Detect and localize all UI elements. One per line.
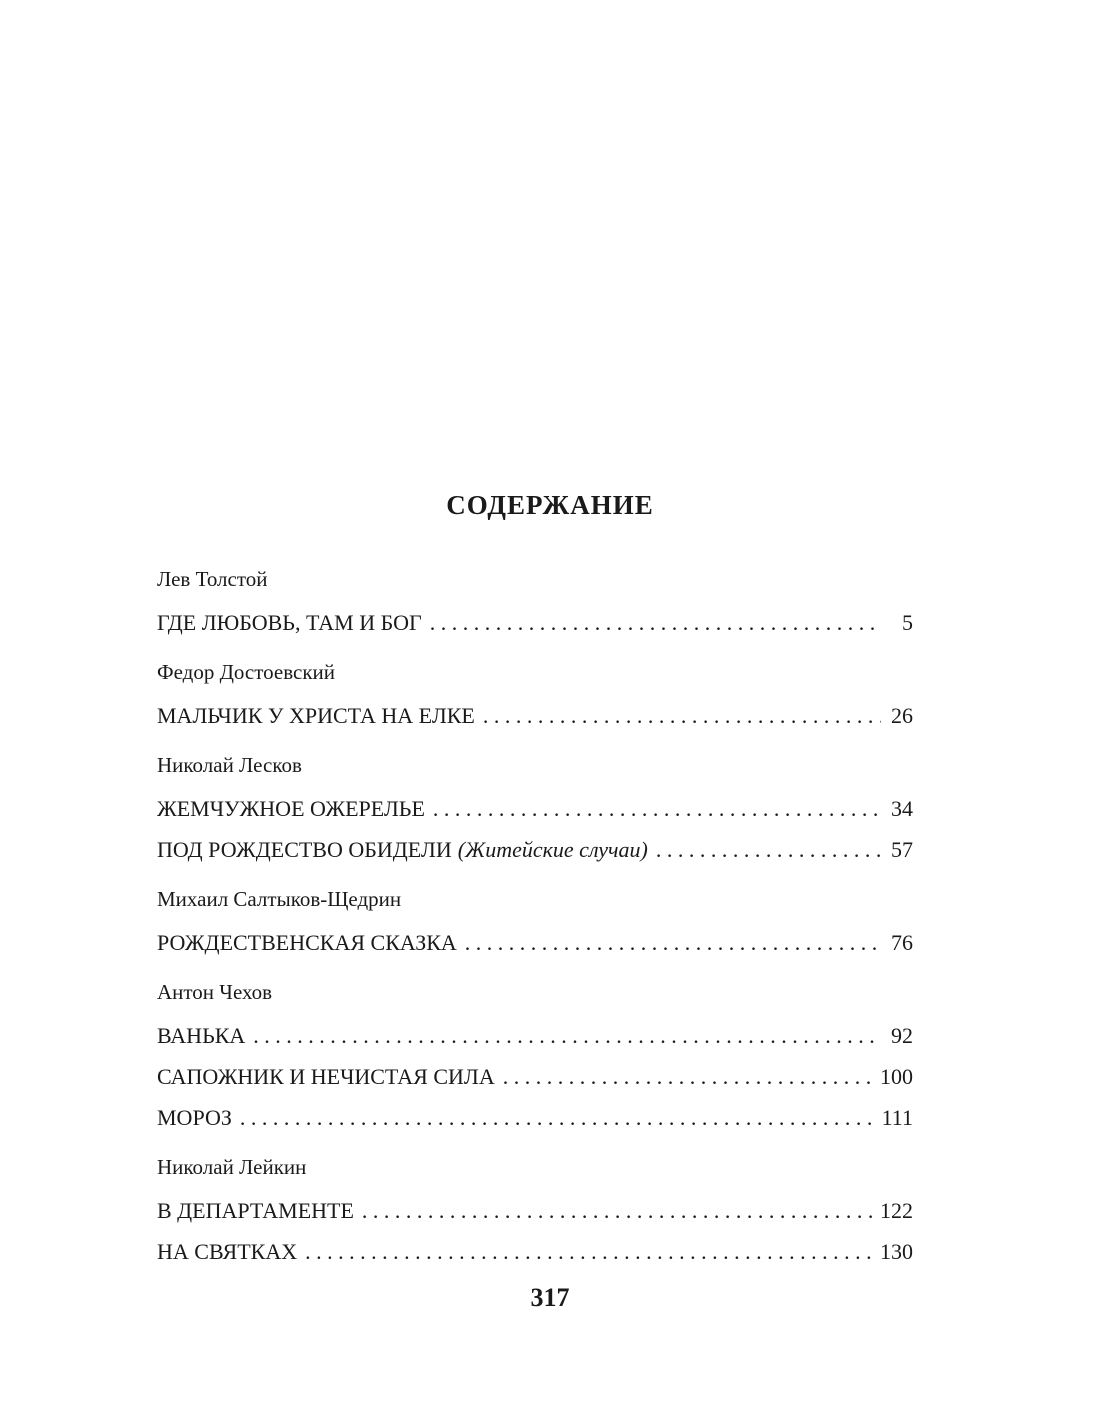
toc-group-leskov [157,751,913,877]
author-name: Федор Достоевский [157,660,336,684]
toc-entry [157,609,913,650]
entry-title: РОЖДЕСТВЕНСКАЯ СКАЗКА [157,930,457,955]
entry-page: 130 [880,1239,913,1264]
entry-title: ВАНЬКА [157,1023,246,1048]
author-name: Лев Толстой [157,567,268,591]
entry-page: 122 [880,1198,913,1223]
entry-title: ЖЕМЧУЖНОЕ ОЖЕРЕЛЬЕ [157,796,425,821]
entry-title: МОРОЗ [157,1105,232,1130]
dot-leader [253,1022,881,1050]
author-name: Антон Чехов [157,980,273,1004]
entry-page: 5 [902,610,913,635]
entry-title: САПОЖНИК И НЕЧИСТАЯ СИЛА [157,1064,495,1089]
toc-entry [157,1197,913,1238]
dot-leader [503,1063,876,1091]
toc-entry [157,1238,913,1279]
toc-entry [157,836,913,877]
entry-page: 34 [891,796,913,821]
toc-entry [157,1063,913,1104]
entry-page: 57 [891,837,913,862]
toc-entry [157,1104,913,1145]
entry-page: 76 [891,930,913,955]
entry-title: ПОД РОЖДЕСТВО ОБИДЕЛИ [157,837,452,862]
page-number: 317 [530,1283,570,1312]
entry-page: 100 [880,1064,913,1089]
entry-subtitle: (Житейские случаи) [457,837,648,862]
dot-leader [433,795,881,823]
entry-page: 111 [881,1105,913,1130]
toc-group-tolstoy [157,565,913,650]
toc-group-dostoevsky [157,658,913,743]
author-name: Николай Лесков [157,753,302,777]
table-of-contents [157,565,913,1279]
dot-leader [430,609,881,637]
dot-leader [240,1104,878,1132]
entry-title: НА СВЯТКАХ [157,1239,298,1264]
toc-entry [157,1022,913,1063]
toc-entry [157,702,913,743]
dot-leader [465,929,881,957]
dot-leader [656,836,881,864]
entry-title: В ДЕПАРТАМЕНТЕ [157,1198,354,1223]
dot-leader [305,1238,876,1266]
author-name: Николай Лейкин [157,1155,307,1179]
entry-title: МАЛЬЧИК У ХРИСТА НА ЕЛКЕ [157,703,475,728]
page-title: СОДЕРЖАНИЕ [446,490,654,520]
entry-page: 26 [891,703,913,728]
toc-entry [157,929,913,970]
author-name: Михаил Салтыков-Щедрин [157,887,402,911]
toc-group-leikin [157,1153,913,1279]
dot-leader [483,702,881,730]
toc-group-chekhov [157,978,913,1145]
toc-group-saltykov [157,885,913,970]
dot-leader [362,1197,876,1225]
toc-entry [157,795,913,836]
entry-title: ГДЕ ЛЮБОВЬ, ТАМ И БОГ [157,610,422,635]
entry-page: 92 [891,1023,913,1048]
